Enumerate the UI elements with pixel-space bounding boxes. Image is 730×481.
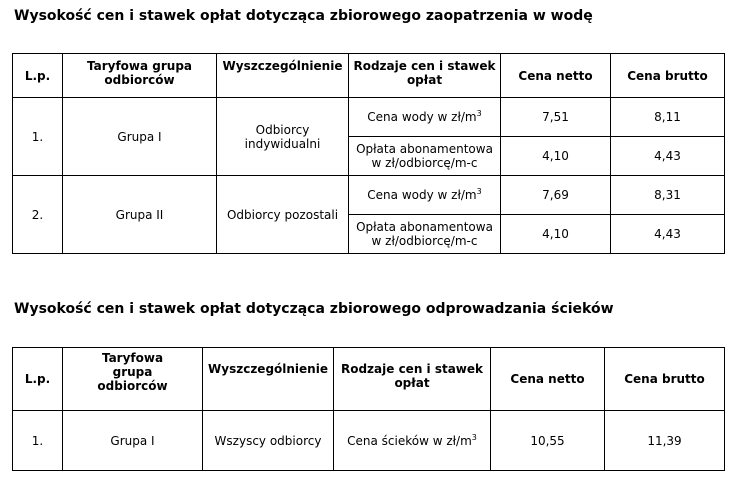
row-gross: 4,43 xyxy=(611,137,725,176)
water-section-title: Wysokość cen i stawek opłat dotycząca zbiorowego zaopatrzenia w wodę xyxy=(14,8,593,24)
row-gross: 8,31 xyxy=(611,176,725,215)
row-lp: 2. xyxy=(13,176,63,254)
row-type xyxy=(349,98,501,137)
unit-superscript: 3 xyxy=(476,109,482,118)
row-net: 7,51 xyxy=(501,98,611,137)
type-text: Cena ścieków w zł/m xyxy=(347,433,472,448)
table-row xyxy=(13,411,725,471)
header-types: Rodzaje cen i stawek opłat xyxy=(349,54,501,98)
header-spec: Wyszczególnienie xyxy=(203,348,334,411)
water-price-table xyxy=(12,53,725,254)
unit-superscript: 3 xyxy=(471,432,477,442)
header-gross: Cena brutto xyxy=(605,348,725,411)
type-text: Cena wody w zł/m xyxy=(367,188,477,202)
header-gross: Cena brutto xyxy=(611,54,725,98)
table-row xyxy=(13,176,725,215)
row-type: Opłata abonamentowa w zł/odbiorcę/m-c xyxy=(349,137,501,176)
row-type xyxy=(349,176,501,215)
row-net: 4,10 xyxy=(501,137,611,176)
header-spec: Wyszczególnienie xyxy=(217,54,349,98)
row-gross: 11,39 xyxy=(605,411,725,471)
row-net: 4,10 xyxy=(501,215,611,254)
unit-superscript: 3 xyxy=(476,187,482,196)
row-spec: Odbiorcy pozostali xyxy=(217,176,349,254)
row-lp: 1. xyxy=(13,98,63,176)
header-net: Cena netto xyxy=(491,348,605,411)
type-text: Cena wody w zł/m xyxy=(367,110,477,124)
sewage-price-table xyxy=(12,347,725,471)
row-type: Opłata abonamentowa w zł/odbiorcę/m-c xyxy=(349,215,501,254)
row-net: 7,69 xyxy=(501,176,611,215)
row-spec: Odbiorcy indywidualni xyxy=(217,98,349,176)
row-group: Grupa II xyxy=(63,176,217,254)
row-type xyxy=(334,411,491,471)
row-group: Grupa I xyxy=(63,411,203,471)
sewage-section-title: Wysokość cen i stawek opłat dotycząca zbiorowego odprowadzania ścieków xyxy=(14,301,614,317)
header-group: Taryfowa grupa odbiorców xyxy=(63,348,203,411)
header-net: Cena netto xyxy=(501,54,611,98)
row-spec: Wszyscy odbiorcy xyxy=(203,411,334,471)
header-lp: L.p. xyxy=(13,348,63,411)
row-net: 10,55 xyxy=(491,411,605,471)
header-types: Rodzaje cen i stawek opłat xyxy=(334,348,491,411)
row-group: Grupa I xyxy=(63,98,217,176)
row-gross: 4,43 xyxy=(611,215,725,254)
table-header-row xyxy=(13,348,725,411)
table-header-row xyxy=(13,54,725,98)
header-lp: L.p. xyxy=(13,54,63,98)
table-row xyxy=(13,98,725,137)
header-group: Taryfowa grupa odbiorców xyxy=(63,54,217,98)
row-lp: 1. xyxy=(13,411,63,471)
row-gross: 8,11 xyxy=(611,98,725,137)
